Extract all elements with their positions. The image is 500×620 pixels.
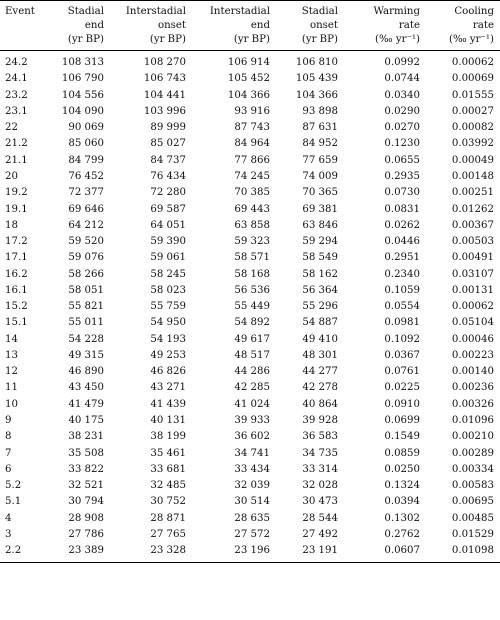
event-cell: 15.2 xyxy=(5,301,28,313)
table-row xyxy=(0,234,500,250)
stadial-onset-cell: 59 294 xyxy=(302,236,338,248)
event-cell: 17.1 xyxy=(5,252,28,264)
interstadial-end-cell: 55 449 xyxy=(234,301,270,313)
table-row xyxy=(0,397,500,413)
interstadial-end-cell: 49 617 xyxy=(234,333,270,345)
warming-rate-cell: 0.2762 xyxy=(384,528,420,540)
event-cell: 18 xyxy=(5,219,18,231)
header-stadial-end-line: (yr BP) xyxy=(67,34,104,45)
table-row xyxy=(0,120,500,136)
header-interstadial-end-line: Interstadial xyxy=(209,6,270,17)
cooling-rate-cell: 0.00334 xyxy=(451,463,494,475)
warming-rate-cell: 0.1549 xyxy=(384,431,420,443)
interstadial-onset-cell: 38 199 xyxy=(150,431,186,443)
interstadial-onset-cell: 108 270 xyxy=(143,57,186,69)
interstadial-end-cell: 93 916 xyxy=(234,105,270,117)
cooling-rate-cell: 0.00027 xyxy=(451,105,494,117)
warming-rate-cell: 0.0262 xyxy=(384,219,420,231)
event-cell: 21.1 xyxy=(5,154,28,166)
event-cell: 24.2 xyxy=(5,57,28,69)
warming-rate-cell: 0.0744 xyxy=(384,73,420,85)
interstadial-end-cell: 27 572 xyxy=(234,528,270,540)
event-cell: 22 xyxy=(5,122,18,134)
interstadial-end-cell: 34 741 xyxy=(234,447,270,459)
header-cooling-rate-line: rate xyxy=(472,20,494,31)
warming-rate-cell: 0.1092 xyxy=(384,333,420,345)
stadial-end-cell: 59 520 xyxy=(68,236,104,248)
stadial-end-cell: 55 011 xyxy=(68,317,104,329)
interstadial-end-cell: 44 286 xyxy=(234,366,270,378)
stadial-end-cell: 58 266 xyxy=(68,268,104,280)
interstadial-end-cell: 36 602 xyxy=(234,431,270,443)
cooling-rate-cell: 0.03992 xyxy=(451,138,494,150)
table-row xyxy=(0,185,500,201)
table-row xyxy=(0,315,500,331)
interstadial-onset-cell: 64 051 xyxy=(150,219,186,231)
stadial-onset-cell: 58 549 xyxy=(302,252,338,264)
warming-rate-cell: 0.0340 xyxy=(384,89,420,101)
table-row xyxy=(0,543,500,563)
event-cell: 16.2 xyxy=(5,268,28,280)
stadial-end-cell: 35 508 xyxy=(68,447,104,459)
cooling-rate-cell: 0.00485 xyxy=(451,512,494,524)
event-cell: 23.2 xyxy=(5,89,28,101)
cooling-rate-cell: 0.00503 xyxy=(451,236,494,248)
table-row xyxy=(0,169,500,185)
header-stadial-end xyxy=(42,1,110,51)
table-row xyxy=(0,510,500,526)
event-cell: 14 xyxy=(5,333,18,345)
warming-rate-cell: 0.1059 xyxy=(384,284,420,296)
interstadial-end-cell: 33 434 xyxy=(234,463,270,475)
header-interstadial-end xyxy=(192,1,276,51)
interstadial-onset-cell: 58 023 xyxy=(150,284,186,296)
stadial-end-cell: 108 313 xyxy=(61,57,104,69)
interstadial-onset-cell: 40 131 xyxy=(150,414,186,426)
interstadial-end-cell: 56 536 xyxy=(234,284,270,296)
interstadial-onset-cell: 23 328 xyxy=(150,545,186,557)
header-interstadial-onset-line: onset xyxy=(157,20,186,31)
table-row xyxy=(0,413,500,429)
header-cooling-rate xyxy=(426,1,500,51)
interstadial-onset-cell: 28 871 xyxy=(150,512,186,524)
header-interstadial-onset-line: Interstadial xyxy=(125,6,186,17)
warming-rate-cell: 0.0699 xyxy=(384,414,420,426)
cooling-rate-cell: 0.01098 xyxy=(451,545,494,557)
header-warming-rate-line: rate xyxy=(398,20,420,31)
header-event-line: Event xyxy=(5,6,35,17)
interstadial-onset-cell: 33 681 xyxy=(150,463,186,475)
interstadial-end-cell: 58 571 xyxy=(234,252,270,264)
interstadial-end-cell: 41 024 xyxy=(234,398,270,410)
event-cell: 7 xyxy=(5,447,12,459)
stadial-end-cell: 59 076 xyxy=(68,252,104,264)
interstadial-onset-cell: 27 765 xyxy=(150,528,186,540)
stadial-end-cell: 46 890 xyxy=(68,366,104,378)
stadial-end-cell: 27 786 xyxy=(68,528,104,540)
event-cell: 19.1 xyxy=(5,203,28,215)
stadial-onset-cell: 28 544 xyxy=(302,512,338,524)
warming-rate-cell: 0.0367 xyxy=(384,349,420,361)
interstadial-end-cell: 30 514 xyxy=(234,496,270,508)
interstadial-onset-cell: 69 587 xyxy=(150,203,186,215)
cooling-rate-cell: 0.03107 xyxy=(451,268,494,280)
table-row xyxy=(0,136,500,152)
event-cell: 24.1 xyxy=(5,73,28,85)
stadial-onset-cell: 84 952 xyxy=(302,138,338,150)
event-cell: 5.1 xyxy=(5,496,22,508)
interstadial-onset-cell: 32 485 xyxy=(150,480,186,492)
warming-rate-cell: 0.0446 xyxy=(384,236,420,248)
header-event xyxy=(0,1,42,51)
table-body xyxy=(0,51,500,563)
stadial-end-cell: 84 799 xyxy=(68,154,104,166)
stadial-onset-cell: 23 191 xyxy=(302,545,338,557)
cooling-rate-cell: 0.00049 xyxy=(451,154,494,166)
cooling-rate-cell: 0.01096 xyxy=(451,414,494,426)
cooling-rate-cell: 0.00140 xyxy=(451,366,494,378)
interstadial-onset-cell: 76 434 xyxy=(150,170,186,182)
warming-rate-cell: 0.1302 xyxy=(384,512,420,524)
stadial-end-cell: 104 090 xyxy=(61,105,104,117)
interstadial-onset-cell: 55 759 xyxy=(150,301,186,313)
warming-rate-cell: 0.2340 xyxy=(384,268,420,280)
warming-rate-cell: 0.1230 xyxy=(384,138,420,150)
stadial-onset-cell: 69 381 xyxy=(302,203,338,215)
warming-rate-cell: 0.0655 xyxy=(384,154,420,166)
table-row xyxy=(0,445,500,461)
stadial-end-cell: 30 794 xyxy=(68,496,104,508)
stadial-onset-cell: 70 365 xyxy=(302,187,338,199)
cooling-rate-cell: 0.00251 xyxy=(451,187,494,199)
stadial-end-cell: 38 231 xyxy=(68,431,104,443)
event-cell: 3 xyxy=(5,528,12,540)
stadial-onset-cell: 48 301 xyxy=(302,349,338,361)
stadial-end-cell: 43 450 xyxy=(68,382,104,394)
warming-rate-cell: 0.0290 xyxy=(384,105,420,117)
header-warming-rate-line: (‰ yr⁻¹) xyxy=(375,34,420,45)
header-warming-rate xyxy=(344,1,426,51)
table-row xyxy=(0,71,500,87)
header-cooling-rate-line: (‰ yr⁻¹) xyxy=(449,34,494,45)
warming-rate-cell: 0.0607 xyxy=(384,545,420,557)
cooling-rate-cell: 0.00289 xyxy=(451,447,494,459)
interstadial-onset-cell: 85 027 xyxy=(150,138,186,150)
stadial-onset-cell: 44 277 xyxy=(302,366,338,378)
event-cell: 8 xyxy=(5,431,12,443)
cooling-rate-cell: 0.01555 xyxy=(451,89,494,101)
header-cooling-rate-line: Cooling xyxy=(454,6,494,17)
stadial-end-cell: 58 051 xyxy=(68,284,104,296)
interstadial-end-cell: 105 452 xyxy=(227,73,270,85)
cooling-rate-cell: 0.00695 xyxy=(451,496,494,508)
table-row xyxy=(0,250,500,266)
interstadial-end-cell: 74 245 xyxy=(234,170,270,182)
warming-rate-cell: 0.0761 xyxy=(384,366,420,378)
table-row xyxy=(0,283,500,299)
stadial-onset-cell: 54 887 xyxy=(302,317,338,329)
warming-rate-cell: 0.0394 xyxy=(384,496,420,508)
event-cell: 4 xyxy=(5,512,12,524)
interstadial-end-cell: 54 892 xyxy=(234,317,270,329)
interstadial-onset-cell: 104 441 xyxy=(143,89,186,101)
cooling-rate-cell: 0.00583 xyxy=(451,480,494,492)
stadial-onset-cell: 105 439 xyxy=(295,73,338,85)
cooling-rate-cell: 0.01262 xyxy=(451,203,494,215)
stadial-onset-cell: 39 928 xyxy=(302,414,338,426)
cooling-rate-cell: 0.00223 xyxy=(451,349,494,361)
table-row xyxy=(0,478,500,494)
table-row xyxy=(0,429,500,445)
event-cell: 16.1 xyxy=(5,284,28,296)
interstadial-end-cell: 58 168 xyxy=(234,268,270,280)
warming-rate-cell: 0.0554 xyxy=(384,301,420,313)
interstadial-onset-cell: 54 950 xyxy=(150,317,186,329)
interstadial-onset-cell: 30 752 xyxy=(150,496,186,508)
event-cell: 6 xyxy=(5,463,12,475)
table-row xyxy=(0,201,500,217)
table-row xyxy=(0,364,500,380)
cooling-rate-cell: 0.00069 xyxy=(451,73,494,85)
stadial-end-cell: 104 556 xyxy=(61,89,104,101)
table-row xyxy=(0,218,500,234)
warming-rate-cell: 0.0270 xyxy=(384,122,420,134)
header-row xyxy=(0,1,500,51)
interstadial-end-cell: 84 964 xyxy=(234,138,270,150)
interstadial-end-cell: 23 196 xyxy=(234,545,270,557)
stadial-onset-cell: 93 898 xyxy=(302,105,338,117)
warming-rate-cell: 0.0910 xyxy=(384,398,420,410)
warming-rate-cell: 0.0981 xyxy=(384,317,420,329)
interstadial-onset-cell: 35 461 xyxy=(150,447,186,459)
stadial-onset-cell: 74 009 xyxy=(302,170,338,182)
stadial-onset-cell: 63 846 xyxy=(302,219,338,231)
header-stadial-onset-line: onset xyxy=(309,20,338,31)
stadial-onset-cell: 34 735 xyxy=(302,447,338,459)
stadial-end-cell: 41 479 xyxy=(68,398,104,410)
stadial-end-cell: 40 175 xyxy=(68,414,104,426)
interstadial-end-cell: 39 933 xyxy=(234,414,270,426)
table-row xyxy=(0,494,500,510)
stadial-onset-cell: 87 631 xyxy=(302,122,338,134)
stadial-end-cell: 33 822 xyxy=(68,463,104,475)
interstadial-end-cell: 69 443 xyxy=(234,203,270,215)
stadial-onset-cell: 33 314 xyxy=(302,463,338,475)
interstadial-onset-cell: 54 193 xyxy=(150,333,186,345)
interstadial-onset-cell: 59 390 xyxy=(150,236,186,248)
event-cell: 12 xyxy=(5,366,18,378)
stadial-onset-cell: 49 410 xyxy=(302,333,338,345)
header-stadial-onset xyxy=(276,1,344,51)
stadial-onset-cell: 40 864 xyxy=(302,398,338,410)
interstadial-end-cell: 70 385 xyxy=(234,187,270,199)
stadial-onset-cell: 56 364 xyxy=(302,284,338,296)
cooling-rate-cell: 0.00148 xyxy=(451,170,494,182)
table-header xyxy=(0,1,500,51)
warming-rate-cell: 0.1324 xyxy=(384,480,420,492)
interstadial-onset-cell: 89 999 xyxy=(150,122,186,134)
stadial-end-cell: 72 377 xyxy=(68,187,104,199)
interstadial-end-cell: 106 914 xyxy=(227,57,270,69)
interstadial-onset-cell: 106 743 xyxy=(143,73,186,85)
interstadial-end-cell: 59 323 xyxy=(234,236,270,248)
stadial-onset-cell: 104 366 xyxy=(295,89,338,101)
table-row xyxy=(0,527,500,543)
stadial-end-cell: 90 069 xyxy=(68,122,104,134)
table-row xyxy=(0,266,500,282)
interstadial-end-cell: 63 858 xyxy=(234,219,270,231)
event-cell: 17.2 xyxy=(5,236,28,248)
stadial-onset-cell: 27 492 xyxy=(302,528,338,540)
interstadial-onset-cell: 41 439 xyxy=(150,398,186,410)
stadial-end-cell: 85 060 xyxy=(68,138,104,150)
table-row xyxy=(0,88,500,104)
stadial-onset-cell: 36 583 xyxy=(302,431,338,443)
cooling-rate-cell: 0.01529 xyxy=(451,528,494,540)
table-row xyxy=(0,462,500,478)
interstadial-end-cell: 77 866 xyxy=(234,154,270,166)
header-interstadial-onset-line: (yr BP) xyxy=(149,34,186,45)
event-cell: 20 xyxy=(5,170,18,182)
event-cell: 23.1 xyxy=(5,105,28,117)
interstadial-end-cell: 87 743 xyxy=(234,122,270,134)
event-cell: 11 xyxy=(5,382,18,394)
interstadial-onset-cell: 103 996 xyxy=(143,105,186,117)
header-stadial-end-line: end xyxy=(84,20,104,31)
cooling-rate-cell: 0.00131 xyxy=(451,284,494,296)
header-interstadial-end-line: (yr BP) xyxy=(233,34,270,45)
header-interstadial-end-line: end xyxy=(250,20,270,31)
stadial-onset-cell: 30 473 xyxy=(302,496,338,508)
cooling-rate-cell: 0.00062 xyxy=(451,301,494,313)
warming-rate-cell: 0.0859 xyxy=(384,447,420,459)
warming-rate-cell: 0.0250 xyxy=(384,463,420,475)
header-stadial-end-line: Stadial xyxy=(67,6,104,17)
cooling-rate-cell: 0.00491 xyxy=(451,252,494,264)
stadial-end-cell: 23 389 xyxy=(68,545,104,557)
table-row xyxy=(0,380,500,396)
cooling-rate-cell: 0.00367 xyxy=(451,219,494,231)
header-stadial-onset-line: (yr BP) xyxy=(301,34,338,45)
warming-rate-cell: 0.2951 xyxy=(384,252,420,264)
header-interstadial-onset xyxy=(110,1,192,51)
stadial-end-cell: 28 908 xyxy=(68,512,104,524)
table-row xyxy=(0,51,500,72)
warming-rate-cell: 0.0831 xyxy=(384,203,420,215)
interstadial-onset-cell: 43 271 xyxy=(150,382,186,394)
event-cell: 19.2 xyxy=(5,187,28,199)
stadial-end-cell: 55 821 xyxy=(68,301,104,313)
interstadial-end-cell: 28 635 xyxy=(234,512,270,524)
warming-rate-cell: 0.0225 xyxy=(384,382,420,394)
cooling-rate-cell: 0.00326 xyxy=(451,398,494,410)
interstadial-end-cell: 32 039 xyxy=(234,480,270,492)
stadial-onset-cell: 77 659 xyxy=(302,154,338,166)
interstadial-onset-cell: 84 737 xyxy=(150,154,186,166)
header-stadial-onset-line: Stadial xyxy=(301,6,338,17)
interstadial-end-cell: 104 366 xyxy=(227,89,270,101)
header-warming-rate-line: Warming xyxy=(373,6,420,17)
interstadial-onset-cell: 46 826 xyxy=(150,366,186,378)
cooling-rate-cell: 0.00082 xyxy=(451,122,494,134)
event-cell: 15.1 xyxy=(5,317,28,329)
warming-rate-cell: 0.2935 xyxy=(384,170,420,182)
stadial-end-cell: 64 212 xyxy=(68,219,104,231)
stadial-end-cell: 49 315 xyxy=(68,349,104,361)
stadial-onset-cell: 32 028 xyxy=(302,480,338,492)
interstadial-onset-cell: 58 245 xyxy=(150,268,186,280)
stadial-end-cell: 32 521 xyxy=(68,480,104,492)
event-cell: 13 xyxy=(5,349,18,361)
interstadial-end-cell: 42 285 xyxy=(234,382,270,394)
stadial-end-cell: 54 228 xyxy=(68,333,104,345)
table-row xyxy=(0,332,500,348)
interstadial-onset-cell: 59 061 xyxy=(150,252,186,264)
table-row xyxy=(0,299,500,315)
stadial-onset-cell: 106 810 xyxy=(295,57,338,69)
event-cell: 2.2 xyxy=(5,545,22,557)
event-cell: 10 xyxy=(5,398,18,410)
table-row xyxy=(0,153,500,169)
event-cell: 21.2 xyxy=(5,138,28,150)
stadial-onset-cell: 42 278 xyxy=(302,382,338,394)
cooling-rate-cell: 0.00210 xyxy=(451,431,494,443)
cooling-rate-cell: 0.00046 xyxy=(451,333,494,345)
table-row xyxy=(0,104,500,120)
event-cell: 5.2 xyxy=(5,480,22,492)
stadial-end-cell: 69 646 xyxy=(68,203,104,215)
event-cell: 9 xyxy=(5,414,12,426)
stadial-end-cell: 106 790 xyxy=(61,73,104,85)
warming-rate-cell: 0.0992 xyxy=(384,57,420,69)
interstadial-onset-cell: 49 253 xyxy=(150,349,186,361)
table-row xyxy=(0,348,500,364)
interstadial-end-cell: 48 517 xyxy=(234,349,270,361)
stadial-onset-cell: 55 296 xyxy=(302,301,338,313)
cooling-rate-cell: 0.00236 xyxy=(451,382,494,394)
stadial-end-cell: 76 452 xyxy=(68,170,104,182)
interstadial-onset-cell: 72 280 xyxy=(150,187,186,199)
warming-rate-cell: 0.0730 xyxy=(384,187,420,199)
cooling-rate-cell: 0.00062 xyxy=(451,57,494,69)
cooling-rate-cell: 0.05104 xyxy=(451,317,494,329)
stadial-onset-cell: 58 162 xyxy=(302,268,338,280)
